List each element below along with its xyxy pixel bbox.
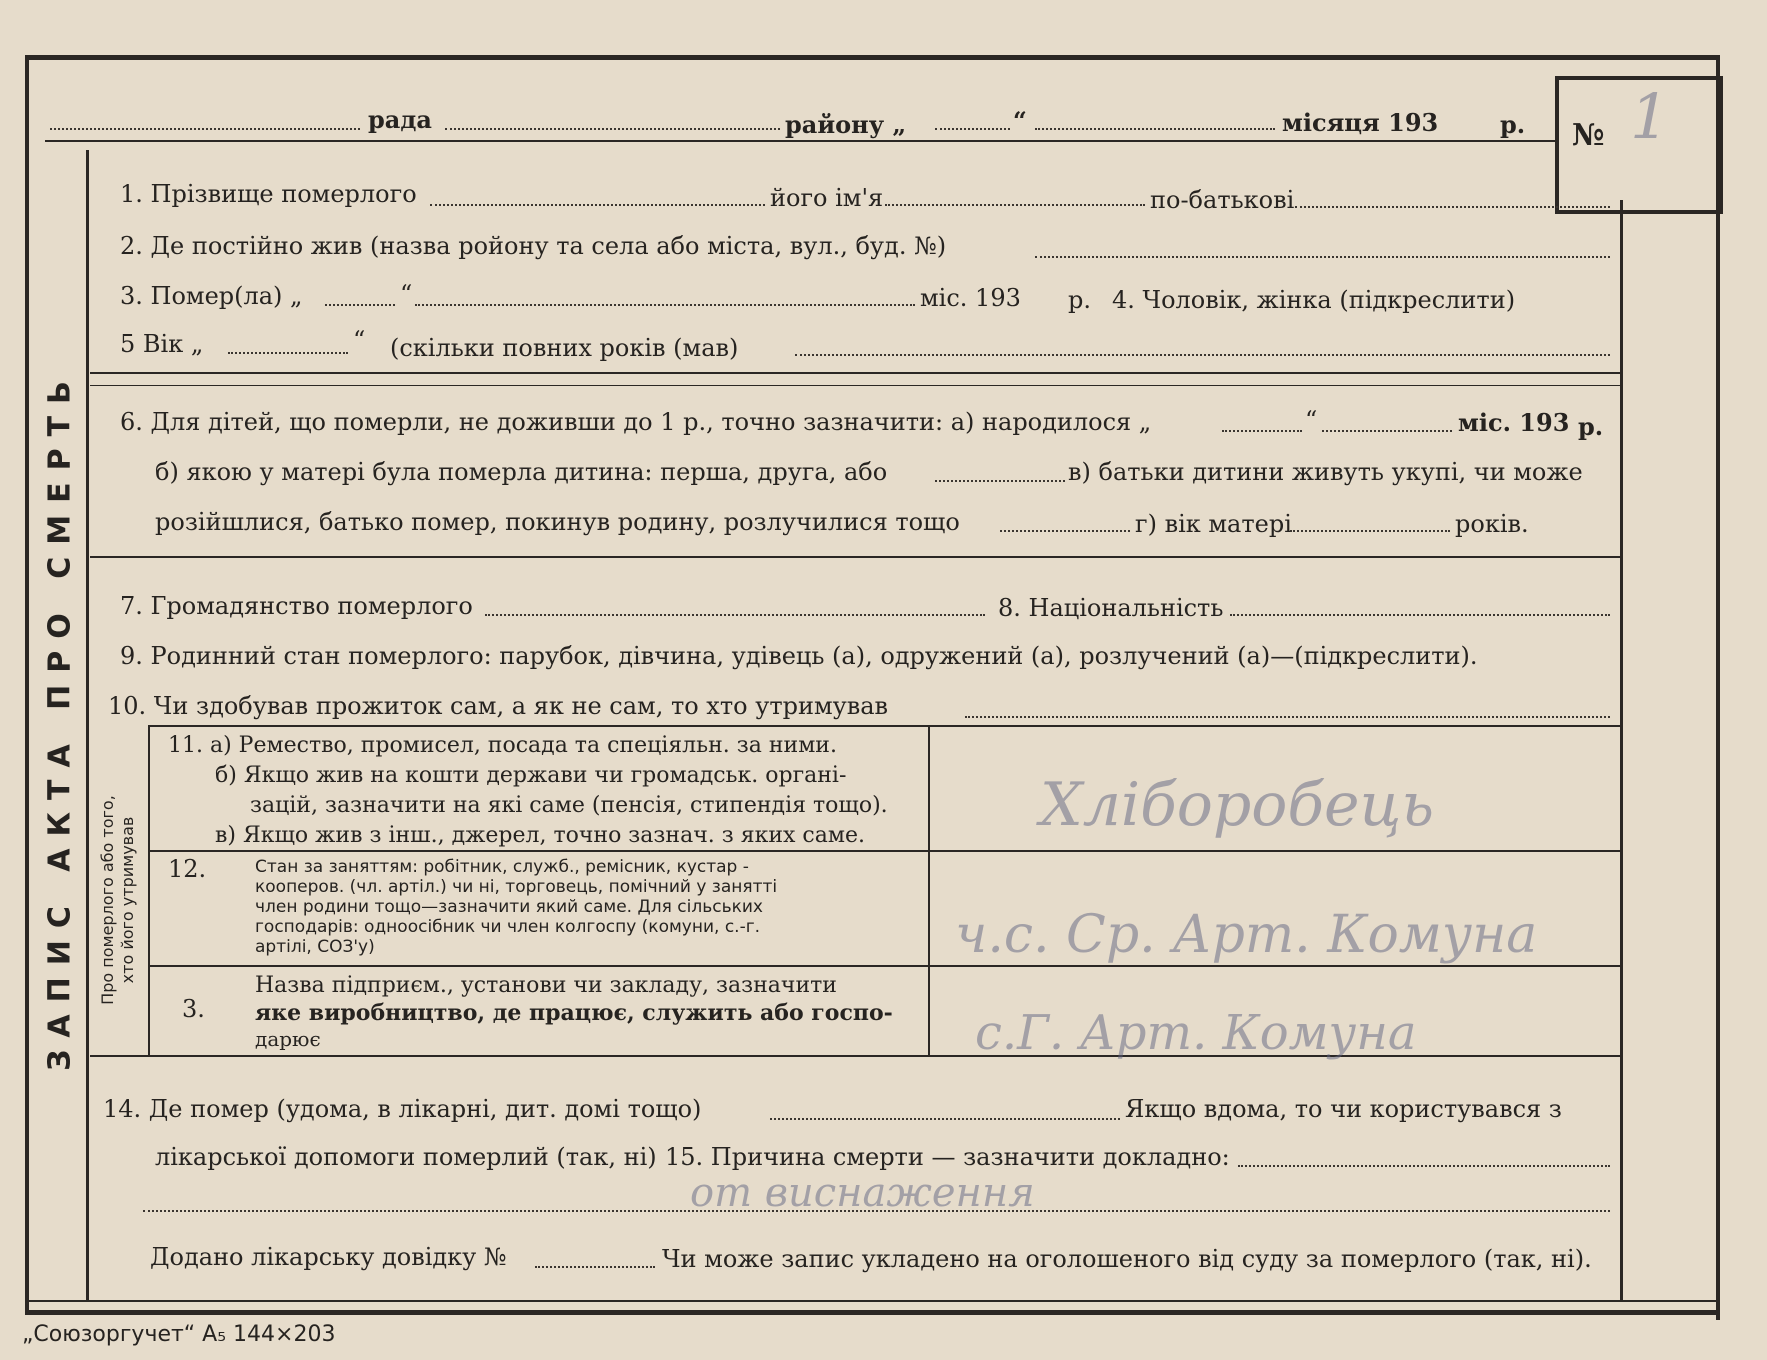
row12-line5: артілі, СОЗ'у): [255, 937, 375, 957]
row2-label: 2. Де постійно жив (назва ройону та села або міста, вул., буд. №): [120, 232, 947, 260]
side-title: ЗАПИС АКТА ПРО СМЕРТЬ: [42, 369, 78, 1071]
row6-line3-b: г) вік матері: [1135, 510, 1292, 538]
court-label: Чи може запис укладено на оголошеного від суду за померлого (так, ні).: [662, 1245, 1592, 1273]
number-handwriting: 1: [1630, 80, 1670, 153]
row7-label: 7. Громадянство померлого: [120, 592, 473, 620]
row6-line3-a: розійшлися, батько помер, покинув родину, розлучилися тощо: [155, 508, 960, 536]
header-dots-1: [50, 128, 360, 130]
row6-line3-c: років.: [1455, 510, 1529, 538]
frame-inner-right: [1620, 200, 1623, 1300]
row5-age-field[interactable]: [228, 352, 348, 354]
separator-1: [90, 372, 1620, 374]
row13-line1: Назва підприєм., установи чи закладу, зазначити: [255, 973, 837, 998]
header-rada: рада: [368, 105, 432, 134]
cause-handwriting: от виснаження: [690, 1170, 1035, 1216]
table-mid: [928, 725, 930, 1055]
occupation-handwriting-1: Хліборобець: [1040, 770, 1435, 840]
row6-line1: 6. Для дітей, що померли, не доживши до 1 р., точно зазначити: а) народилося „: [120, 408, 1152, 436]
table-top: [148, 725, 1620, 727]
row6-mother-age-field[interactable]: [1290, 530, 1450, 532]
row13-line2: яке виробництво, де працює, служить або госпо-: [255, 1000, 893, 1026]
row14-home-label: Якщо вдома, то чи користувався з: [1125, 1095, 1562, 1123]
header-dots-3: [935, 128, 1010, 130]
row6-month-field[interactable]: [1322, 430, 1452, 432]
row6-reason-field[interactable]: [1000, 530, 1130, 532]
row15-field-1[interactable]: [1238, 1165, 1610, 1167]
row12-line2: кооперов. (чл. артіл.) чи ні, торговець, помічний у заняттi: [255, 877, 778, 897]
header-month: місяця 193: [1282, 108, 1439, 137]
row11-c: в) Якщо жив з інш., джерел, точно зазнач. з яких саме.: [215, 823, 865, 848]
row6-line1-b: “: [1305, 406, 1318, 434]
row6-day-field[interactable]: [1222, 430, 1302, 432]
row7-field[interactable]: [485, 614, 985, 616]
row10-field[interactable]: [965, 716, 1610, 718]
row14-field[interactable]: [770, 1118, 1120, 1120]
occupation-handwriting-2: ч.с. Ср. Арт. Комуна: [955, 905, 1538, 965]
row15-label: 15. Причина смерти — зазначити докладно:: [665, 1143, 1230, 1171]
row1-patronymic-field[interactable]: [1295, 206, 1610, 208]
row1-patronymic-label: по-батькові: [1150, 186, 1295, 214]
footer-print-mark: „Союзоргучет“ А₅ 144×203: [22, 1322, 336, 1347]
table-row-sep-1: [148, 850, 1620, 852]
row12-line3: член родини тощо—зазначити який саме. Для сільських: [255, 897, 763, 917]
row11-b1: б) Якщо жив на кошти держави чи громадськ. органі-: [215, 763, 847, 788]
frame-right: [1716, 55, 1720, 1320]
row1-surname-label: 1. Прізвище померлого: [120, 180, 417, 208]
row12-line1: Стан за заняттям: робітник, служб., ремісник, кустар -: [255, 857, 749, 877]
header-rayonu: району „: [785, 110, 907, 139]
row3-label-a: 3. Помер(ла) „: [120, 282, 303, 310]
attachment-number-field[interactable]: [535, 1266, 655, 1268]
header-year-r: р.: [1500, 110, 1526, 139]
row14-medical-label: лікарської допомоги померлий (так, ні): [155, 1143, 657, 1171]
frame-top: [25, 55, 1720, 60]
row8-label: 8. Національність: [998, 594, 1224, 622]
frame-top-inner: [45, 140, 1555, 142]
number-label: №: [1572, 118, 1605, 153]
row13-line3: дарює: [255, 1027, 321, 1051]
row12-number: 12.: [168, 855, 207, 883]
row3-label-c: міс. 193: [920, 284, 1021, 312]
header-dots-4: [1035, 128, 1275, 130]
separator-2: [90, 556, 1620, 558]
row1-name-label: його ім'я: [770, 184, 884, 212]
header-dots-2: [445, 128, 780, 130]
row10-label: 10. Чи здобував прожиток сам, а як не сам, то хто утримував: [108, 692, 889, 720]
row4-label: 4. Чоловік, жінка (підкреслити): [1112, 286, 1516, 314]
row6-line2-a: б) якою у матері була померла дитина: перша, друга, або: [155, 458, 888, 486]
row3-month-field[interactable]: [415, 304, 915, 306]
row1-surname-field[interactable]: [430, 204, 765, 206]
row8-field[interactable]: [1230, 614, 1610, 616]
row3-day-field[interactable]: [325, 304, 395, 306]
row5-label-c: (скільки повних років (мав): [390, 334, 739, 362]
row3-label-d: р.: [1068, 286, 1091, 314]
row5-rest-field[interactable]: [795, 354, 1610, 356]
frame-bottom: [25, 1310, 1720, 1315]
table-left: [148, 725, 150, 1055]
attachment-label: Додано лікарську довідку №: [150, 1243, 507, 1271]
row13-number: 3.: [182, 995, 205, 1023]
row6-order-field[interactable]: [935, 480, 1065, 482]
header-quote: “: [1013, 106, 1027, 135]
frame-left: [25, 55, 29, 1315]
row6-line1-c: міс. 193: [1458, 408, 1570, 437]
table-row-sep-2: [148, 965, 1620, 967]
occupation-handwriting-3: с.Г. Арт. Комуна: [975, 1005, 1417, 1061]
row3-label-b: “: [400, 280, 413, 308]
separator-1b: [90, 385, 1620, 386]
row12-line4: господарів: одноосібник чи член колгоспу (комуни, с.-г.: [255, 917, 761, 937]
row5-label-a: 5 Вік „: [120, 330, 204, 358]
row11-a: 11. а) Ремество, промисел, посада та спеціяльн. за ними.: [168, 733, 837, 758]
table-side-label: Про померлого або того, хто його утримував: [98, 795, 137, 1005]
row2-field[interactable]: [1035, 256, 1610, 258]
row5-label-b: “: [353, 326, 366, 354]
row6-line1-d: р.: [1578, 412, 1604, 441]
frame-bottom2: [25, 1300, 1720, 1302]
row11-b2: зацій, зазначити на які саме (пенсія, стипендія тощо).: [250, 793, 888, 818]
row14-label: 14. Де помер (удома, в лікарні, дит. домі тощо): [103, 1095, 702, 1123]
row9-label: 9. Родинний стан померлого: парубок, дівчина, удівець (а), одружений (а), розлучений (а)—(підкреслити).: [120, 642, 1478, 670]
row6-line2-b: в) батьки дитини живуть укупі, чи може: [1068, 458, 1583, 486]
row1-name-field[interactable]: [885, 204, 1145, 206]
